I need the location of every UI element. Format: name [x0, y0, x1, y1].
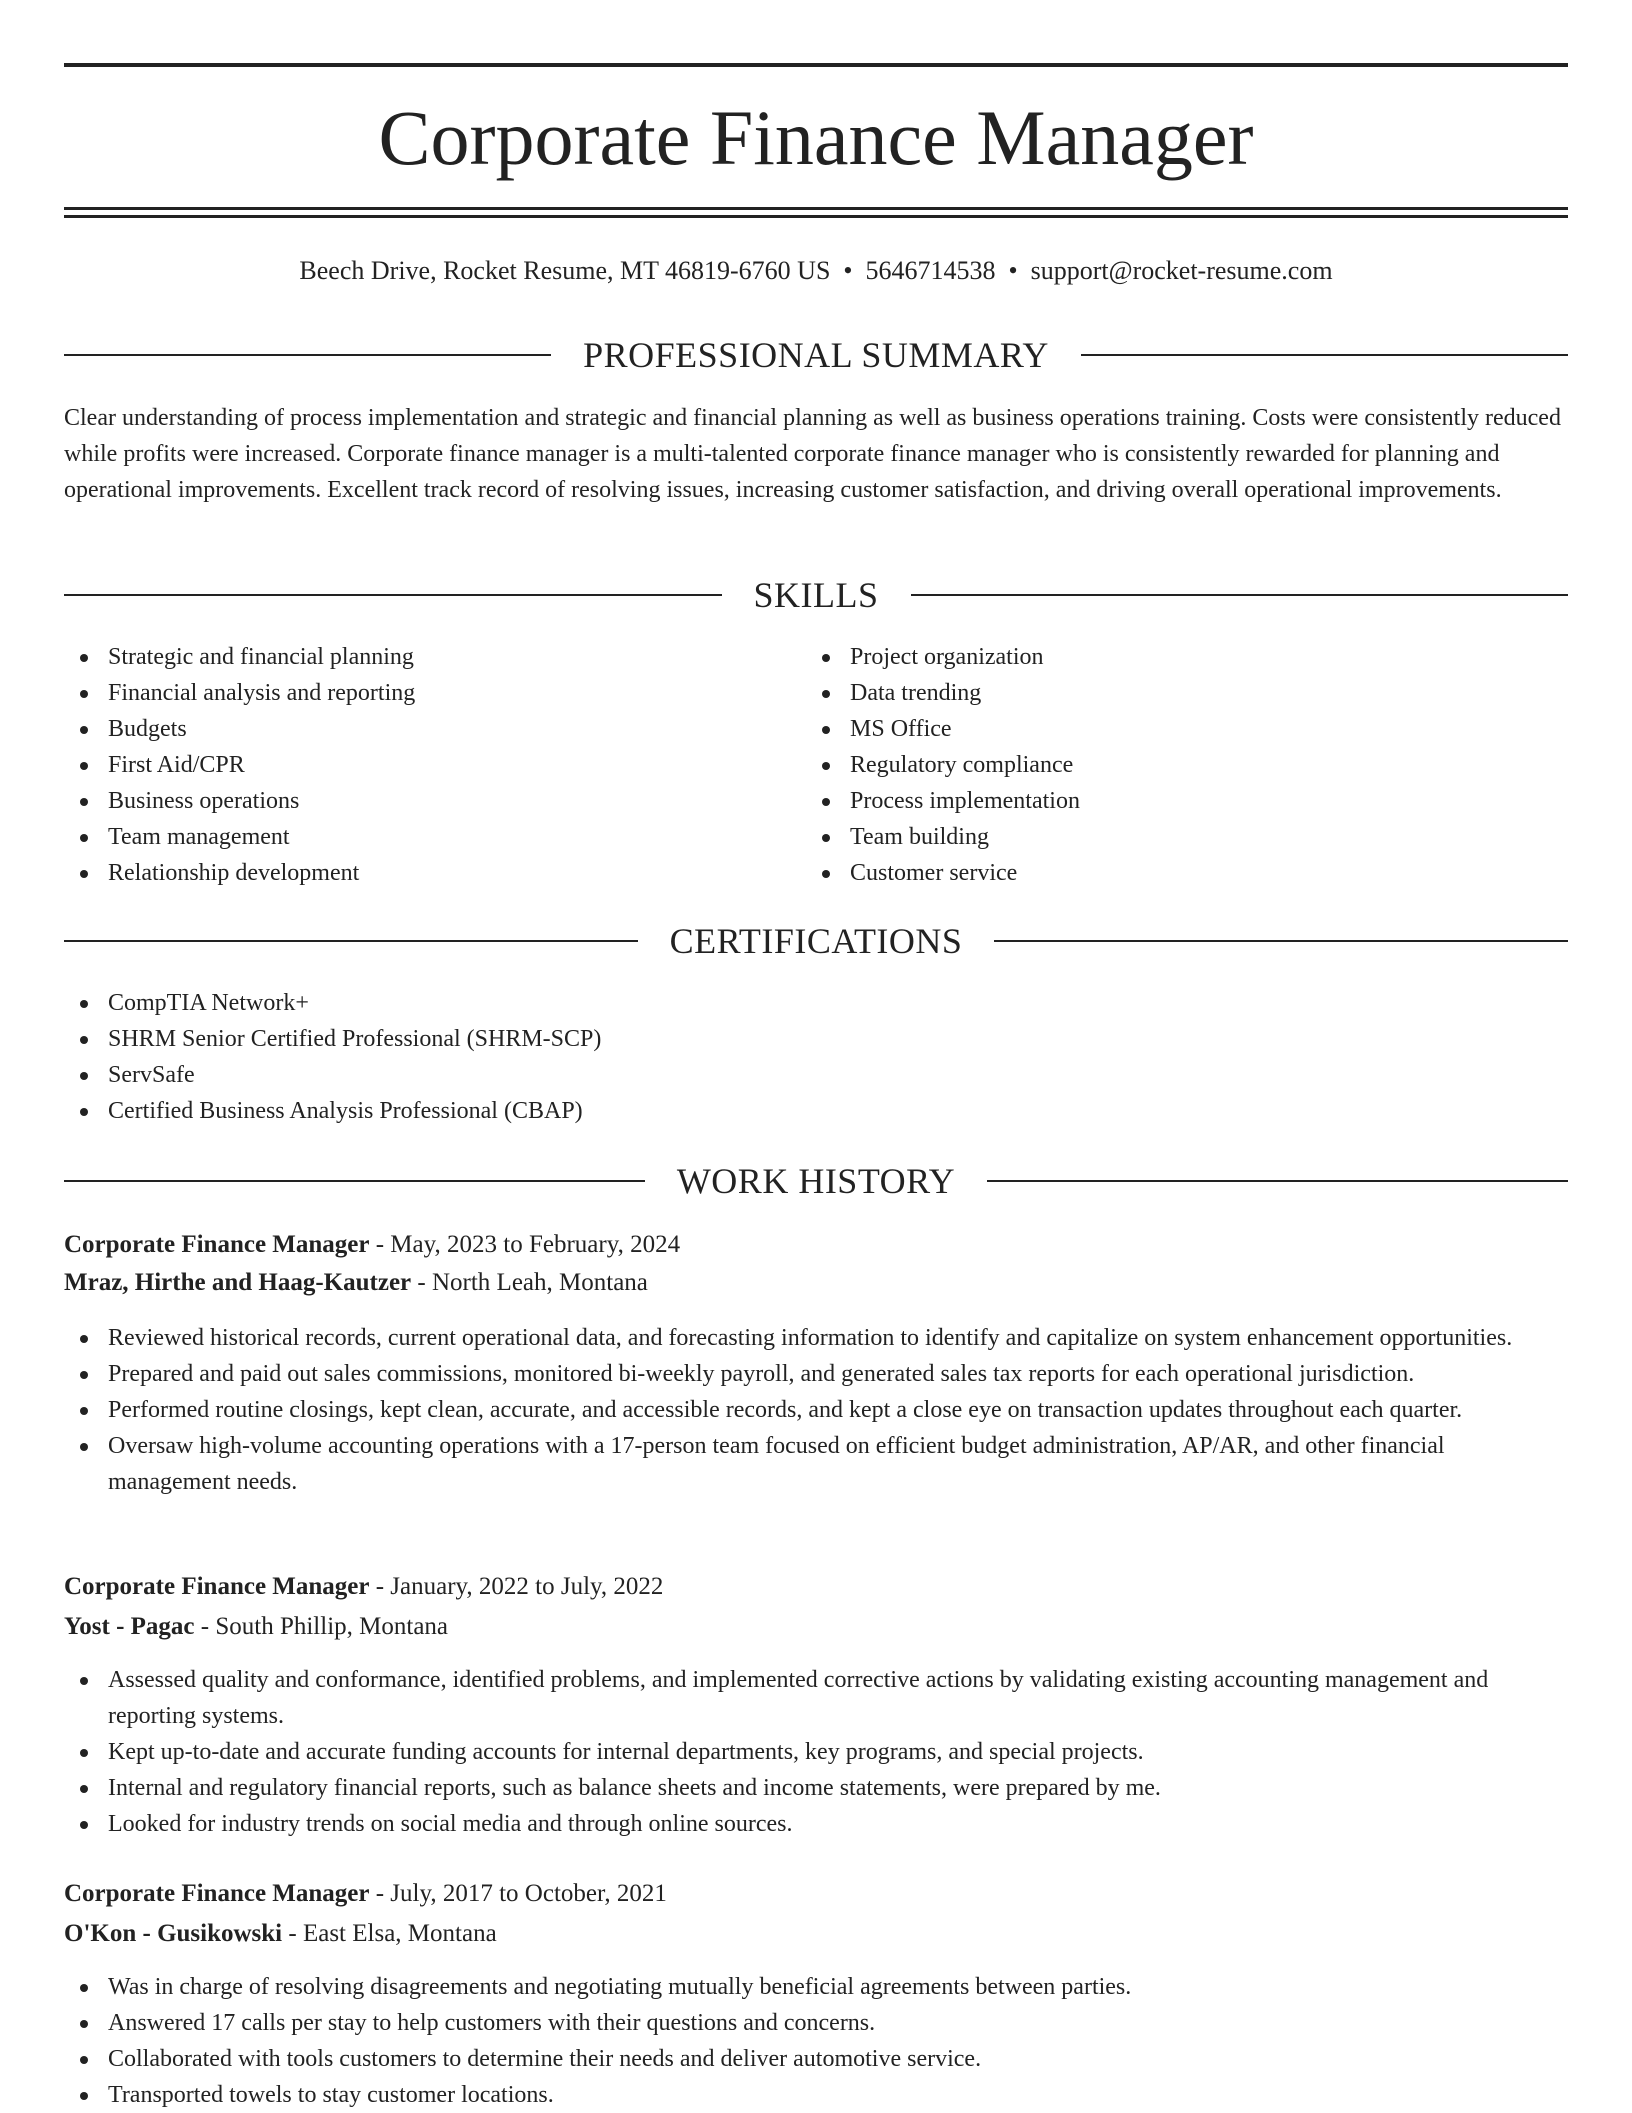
- certification-item: Certified Business Analysis Professional (CBAP): [64, 1093, 1264, 1129]
- job-bullet: Answered 17 calls per stay to help customers with their questions and concerns.: [64, 2005, 1568, 2041]
- contact-separator: •: [1008, 256, 1018, 285]
- job-bullets: [64, 1662, 1568, 1842]
- skill-item: MS Office: [806, 711, 1506, 747]
- certification-item: SHRM Senior Certified Professional (SHRM-SCP): [64, 1021, 1264, 1057]
- job-bullet: Transported towels to stay customer locations.: [64, 2077, 1568, 2113]
- skill-item: Financial analysis and reporting: [64, 675, 764, 711]
- job-bullets: [64, 1320, 1568, 1500]
- contact-address: Beech Drive, Rocket Resume, MT 46819-6760 US: [299, 256, 831, 285]
- job-company-line: [64, 1265, 1568, 1301]
- skills-section-heading: [64, 573, 1568, 617]
- summary-heading: PROFESSIONAL SUMMARY: [583, 335, 1049, 375]
- job-company-line: [64, 1916, 1568, 1952]
- skill-item: Data trending: [806, 675, 1506, 711]
- job-bullet: Collaborated with tools customers to determine their needs and deliver automotive service.: [64, 2041, 1568, 2077]
- divider-line: [64, 354, 551, 356]
- summary-section-heading: [64, 333, 1568, 377]
- job-bullet: Performed routine closings, kept clean, accurate, and accessible records, and kept a close eye on transaction updates throughout each quarter.: [64, 1392, 1568, 1428]
- job-bullet: Oversaw high-volume accounting operations with a 17-person team focused on efficient budget administration, AP/AR, and other financial management needs.: [64, 1428, 1568, 1500]
- divider-line: [994, 940, 1568, 942]
- job-dates: - May, 2023 to February, 2024: [369, 1231, 681, 1258]
- title-double-rule: [64, 207, 1568, 218]
- skill-item: Regulatory compliance: [806, 747, 1506, 783]
- job-bullet: Prepared and paid out sales commissions, monitored bi-weekly payroll, and generated sales tax reports for each operational jurisdiction.: [64, 1356, 1568, 1392]
- skill-item: Customer service: [806, 855, 1506, 891]
- job-title-line: [64, 1876, 1568, 1912]
- job-bullet: Assessed quality and conformance, identified problems, and implemented corrective actions by validating existing accounting management and reporting systems.: [64, 1662, 1568, 1734]
- certification-item: ServSafe: [64, 1057, 1264, 1093]
- skill-item: Team management: [64, 819, 764, 855]
- certifications-list: [64, 985, 1264, 1129]
- job-bullet: Kept up-to-date and accurate funding accounts for internal departments, key programs, and special projects.: [64, 1734, 1568, 1770]
- job-bullet: Reviewed historical records, current operational data, and forecasting information to identify and capitalize on system enhancement opportunities.: [64, 1320, 1568, 1356]
- job-location: - East Elsa, Montana: [282, 1920, 497, 1947]
- top-rule: [64, 63, 1568, 67]
- job-company: Mraz, Hirthe and Haag-Kautzer: [64, 1269, 412, 1296]
- job-bullet: Looked for industry trends on social media and through online sources.: [64, 1806, 1568, 1842]
- contact-phone: 5646714538: [865, 256, 996, 285]
- job-bullet: Was in charge of resolving disagreements and negotiating mutually beneficial agreements between parties.: [64, 1969, 1568, 2005]
- divider-line: [1081, 354, 1568, 356]
- skills-list-left: [64, 639, 764, 891]
- divider-line: [911, 594, 1569, 596]
- job-company: O'Kon - Gusikowski: [64, 1920, 283, 1947]
- job-company-line: [64, 1609, 1568, 1645]
- certifications-heading: CERTIFICATIONS: [669, 921, 963, 961]
- skill-item: Project organization: [806, 639, 1506, 675]
- job-company: Yost - Pagac: [64, 1613, 195, 1640]
- divider-line: [64, 594, 722, 596]
- divider-line: [64, 1180, 645, 1182]
- divider-line: [987, 1180, 1568, 1182]
- work-history-heading: WORK HISTORY: [676, 1161, 956, 1201]
- skills-heading: SKILLS: [753, 575, 879, 615]
- skill-item: Team building: [806, 819, 1506, 855]
- contact-separator: •: [843, 256, 853, 285]
- job-bullets: [64, 1969, 1568, 2113]
- job-dates: - January, 2022 to July, 2022: [369, 1573, 664, 1600]
- skill-item: Strategic and financial planning: [64, 639, 764, 675]
- certifications-section-heading: [64, 919, 1568, 963]
- job-location: - North Leah, Montana: [411, 1269, 648, 1296]
- job-title: Corporate Finance Manager: [64, 1231, 370, 1258]
- contact-line: [64, 254, 1568, 288]
- job-bullet: Internal and regulatory financial reports, such as balance sheets and income statements, were prepared by me.: [64, 1770, 1568, 1806]
- work-history-section-heading: [64, 1159, 1568, 1203]
- skills-list-right: [806, 639, 1506, 891]
- resume-title: Corporate Finance Manager: [378, 94, 1254, 181]
- job-dates: - July, 2017 to October, 2021: [369, 1880, 667, 1907]
- job-location: - South Phillip, Montana: [194, 1613, 449, 1640]
- divider-line: [64, 940, 638, 942]
- skill-item: Relationship development: [64, 855, 764, 891]
- skill-item: Process implementation: [806, 783, 1506, 819]
- certification-item: CompTIA Network+: [64, 985, 1264, 1021]
- summary-text: Clear understanding of process implementation and strategic and financial planning as well as business operations training. Costs were consistently reduced while profits were increased. Corporate finance manager is a multi-talented corporate finance manager who is consistently rewarded for planning and operational improvements. Excellent track record of resolving issues, increasing customer satisfaction, and driving overall operational improvements.: [64, 405, 1561, 503]
- job-title-line: [64, 1227, 1568, 1263]
- contact-email[interactable]: support@rocket-resume.com: [1030, 256, 1333, 285]
- skill-item: Business operations: [64, 783, 764, 819]
- job-title-line: [64, 1569, 1568, 1605]
- skill-item: Budgets: [64, 711, 764, 747]
- skill-item: First Aid/CPR: [64, 747, 764, 783]
- job-title: Corporate Finance Manager: [64, 1880, 370, 1907]
- job-title: Corporate Finance Manager: [64, 1573, 370, 1600]
